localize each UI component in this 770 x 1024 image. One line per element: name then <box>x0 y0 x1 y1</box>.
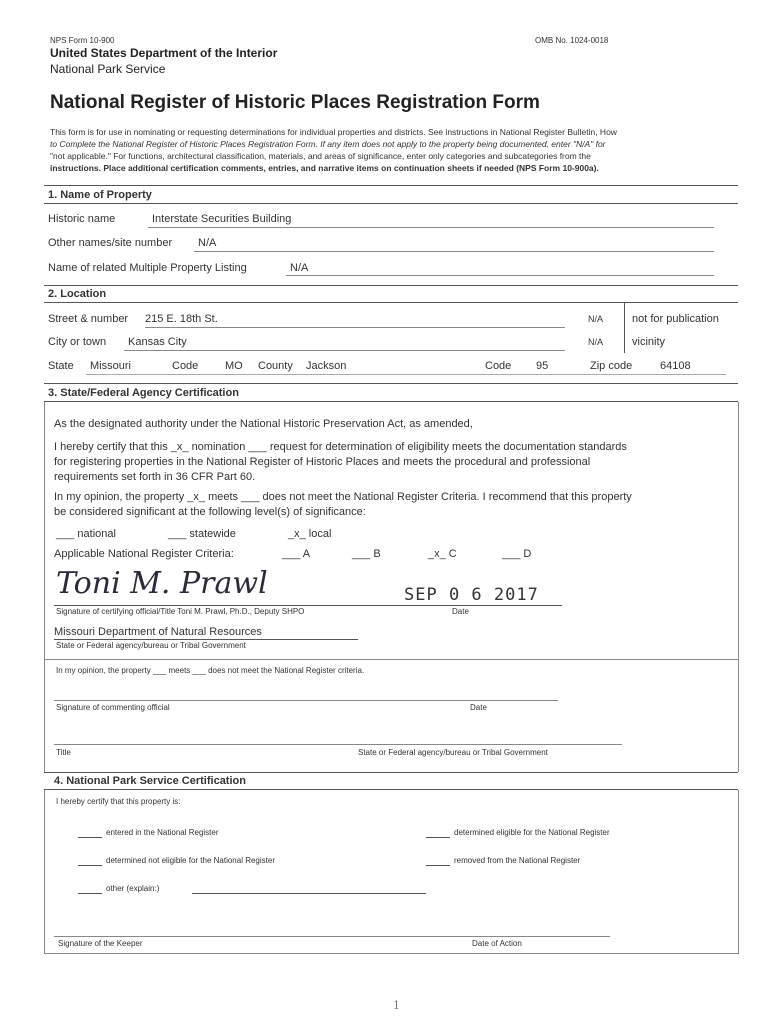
title-line <box>54 744 622 745</box>
section-4-heading: 4. National Park Service Certification <box>54 775 246 787</box>
cert-line-1: As the designated authority under the National Historic Preservation Act, as amended, <box>54 418 473 430</box>
section-2-heading: 2. Location <box>48 288 107 300</box>
action-date-caption: Date of Action <box>472 939 522 948</box>
divider <box>44 659 738 660</box>
level-national[interactable]: ___ national <box>56 528 116 540</box>
page-number: 1 <box>393 999 400 1012</box>
date2-caption: Date <box>470 703 487 712</box>
section-3-heading: 3. State/Federal Agency Certification <box>48 387 239 399</box>
state-code-field[interactable]: MO <box>225 360 243 372</box>
signature-caption: Signature of certifying official/Title Toni M. Prawl, Ph.D., Deputy SHPO <box>56 607 305 616</box>
form-title: National Register of Historic Places Registration Form <box>50 92 540 113</box>
date-caption: Date <box>452 607 469 616</box>
intro-line-4: instructions. Place additional certification comments, entries, and narrative items on continuation sheets if needed (NPS Form 10-900a). <box>50 163 599 173</box>
divider <box>44 772 738 773</box>
divider <box>44 302 738 303</box>
other-names-field[interactable]: N/A <box>198 237 217 249</box>
divider <box>44 285 738 286</box>
box-border <box>44 953 738 954</box>
city-label: City or town <box>48 336 107 348</box>
divider <box>44 789 738 790</box>
option-entered: entered in the National Register <box>106 828 219 837</box>
agency-caption: State or Federal agency/bureau or Tribal Government <box>56 641 246 650</box>
field-underline <box>194 251 714 252</box>
criteria-label: Applicable National Register Criteria: <box>54 548 234 560</box>
city-field[interactable]: Kansas City <box>128 336 187 348</box>
option-not-eligible: determined not eligible for the National Register <box>106 856 275 865</box>
vicinity-label: vicinity <box>632 336 666 348</box>
county-field[interactable]: Jackson <box>306 360 347 372</box>
intro-line-3: "not applicable." For functions, architectural classification, materials, and areas of significance, enter only categories and subcategories from the <box>50 151 591 161</box>
county-code-label: Code <box>485 360 512 372</box>
criterion-d[interactable]: ___ D <box>502 548 532 560</box>
cert-line-6: be considered significant at the following level(s) of significance: <box>54 506 366 518</box>
field-underline <box>86 374 726 375</box>
level-statewide[interactable]: ___ statewide <box>168 528 236 540</box>
title-caption: Title <box>56 748 71 757</box>
option-determined-eligible: determined eligible for the National Register <box>454 828 610 837</box>
box-border <box>44 790 45 954</box>
agency-name: Missouri Department of Natural Resources <box>54 626 262 638</box>
criterion-c[interactable]: _x_ C <box>428 548 457 560</box>
handwritten-signature: Toni M. Prawl <box>56 566 268 601</box>
service: National Park Service <box>50 62 166 76</box>
commenting-caption: Signature of commenting official <box>56 703 170 712</box>
checkbox-blank[interactable] <box>78 893 102 894</box>
checkbox-blank[interactable] <box>78 865 102 866</box>
divider <box>44 185 738 186</box>
code-label: Code <box>172 360 199 372</box>
street-na[interactable]: N/A <box>588 314 604 324</box>
field-underline <box>148 227 714 228</box>
intro-line-2: to Complete the National Register of Historic Places Registration Form. If any item does not apply to the property being documented, enter "N/A" for <box>50 139 606 149</box>
keeper-caption: Signature of the Keeper <box>58 939 143 948</box>
form-number: NPS Form 10-900 <box>50 36 115 45</box>
zip-label: Zip code <box>590 360 633 372</box>
other-names-label: Other names/site number <box>48 237 173 249</box>
county-code-field[interactable]: 95 <box>536 360 549 372</box>
level-local[interactable]: _x_ local <box>288 528 332 540</box>
signature-line <box>54 605 562 606</box>
box-border <box>738 402 739 772</box>
section-1-heading: 1. Name of Property <box>48 189 152 201</box>
checkbox-blank[interactable] <box>426 865 450 866</box>
field-underline <box>286 275 714 276</box>
historic-name-field[interactable]: Interstate Securities Building <box>152 213 292 225</box>
checkbox-blank[interactable] <box>426 837 450 838</box>
omb-number: OMB No. 1024-0018 <box>535 36 609 45</box>
keeper-signature-line <box>54 936 610 937</box>
commenting-signature-line <box>54 700 558 701</box>
checkbox-blank[interactable] <box>78 837 102 838</box>
county-label: County <box>258 360 293 372</box>
department: United States Department of the Interior <box>50 46 278 60</box>
field-underline <box>124 350 565 351</box>
state-field[interactable]: Missouri <box>90 360 131 372</box>
city-na[interactable]: N/A <box>588 337 604 347</box>
divider <box>44 383 738 384</box>
box-border <box>44 402 45 772</box>
certification-date: SEP 0 6 2017 <box>404 585 539 605</box>
agency-line <box>54 639 358 640</box>
nps-intro: I hereby certify that this property is: <box>56 797 181 806</box>
historic-name-label: Historic name <box>48 213 116 225</box>
zip-field[interactable]: 64108 <box>660 360 691 372</box>
divider <box>44 401 738 402</box>
field-underline <box>145 327 565 328</box>
not-for-publication: not for publication <box>632 313 719 325</box>
street-label: Street & number <box>48 313 129 325</box>
opinion-line: In my opinion, the property ___ meets ___ does not meet the National Register criteria. <box>56 666 365 675</box>
divider <box>44 203 738 204</box>
cert-line-3: for registering properties in the National Register of Historic Places and meets the procedural and professional <box>54 456 591 468</box>
criterion-a[interactable]: ___ A <box>282 548 311 560</box>
intro-line-1: This form is for use in nominating or requesting determinations for individual properties and districts. See instructions in National Register Bulletin, How <box>50 127 617 137</box>
state-label: State <box>48 360 74 372</box>
box-border <box>738 790 739 954</box>
cert-line-5: In my opinion, the property _x_ meets ___ does not meet the National Register Criteria. I recommend that this property <box>54 491 632 503</box>
agency2-caption: State or Federal agency/bureau or Tribal Government <box>358 748 548 757</box>
cert-line-4: requirements set forth in 36 CFR Part 60. <box>54 471 256 483</box>
option-removed: removed from the National Register <box>454 856 581 865</box>
street-field[interactable]: 215 E. 18th St. <box>145 313 218 325</box>
cert-line-2: I hereby certify that this _x_ nomination ___ request for determination of eligibility meets the documentation standards <box>54 441 627 453</box>
divider <box>624 303 625 353</box>
mpl-label: Name of related Multiple Property Listing <box>48 262 247 274</box>
option-other: other (explain:) <box>106 884 160 893</box>
mpl-field[interactable]: N/A <box>290 262 309 274</box>
explain-line[interactable] <box>192 893 426 894</box>
criterion-b[interactable]: ___ B <box>352 548 381 560</box>
